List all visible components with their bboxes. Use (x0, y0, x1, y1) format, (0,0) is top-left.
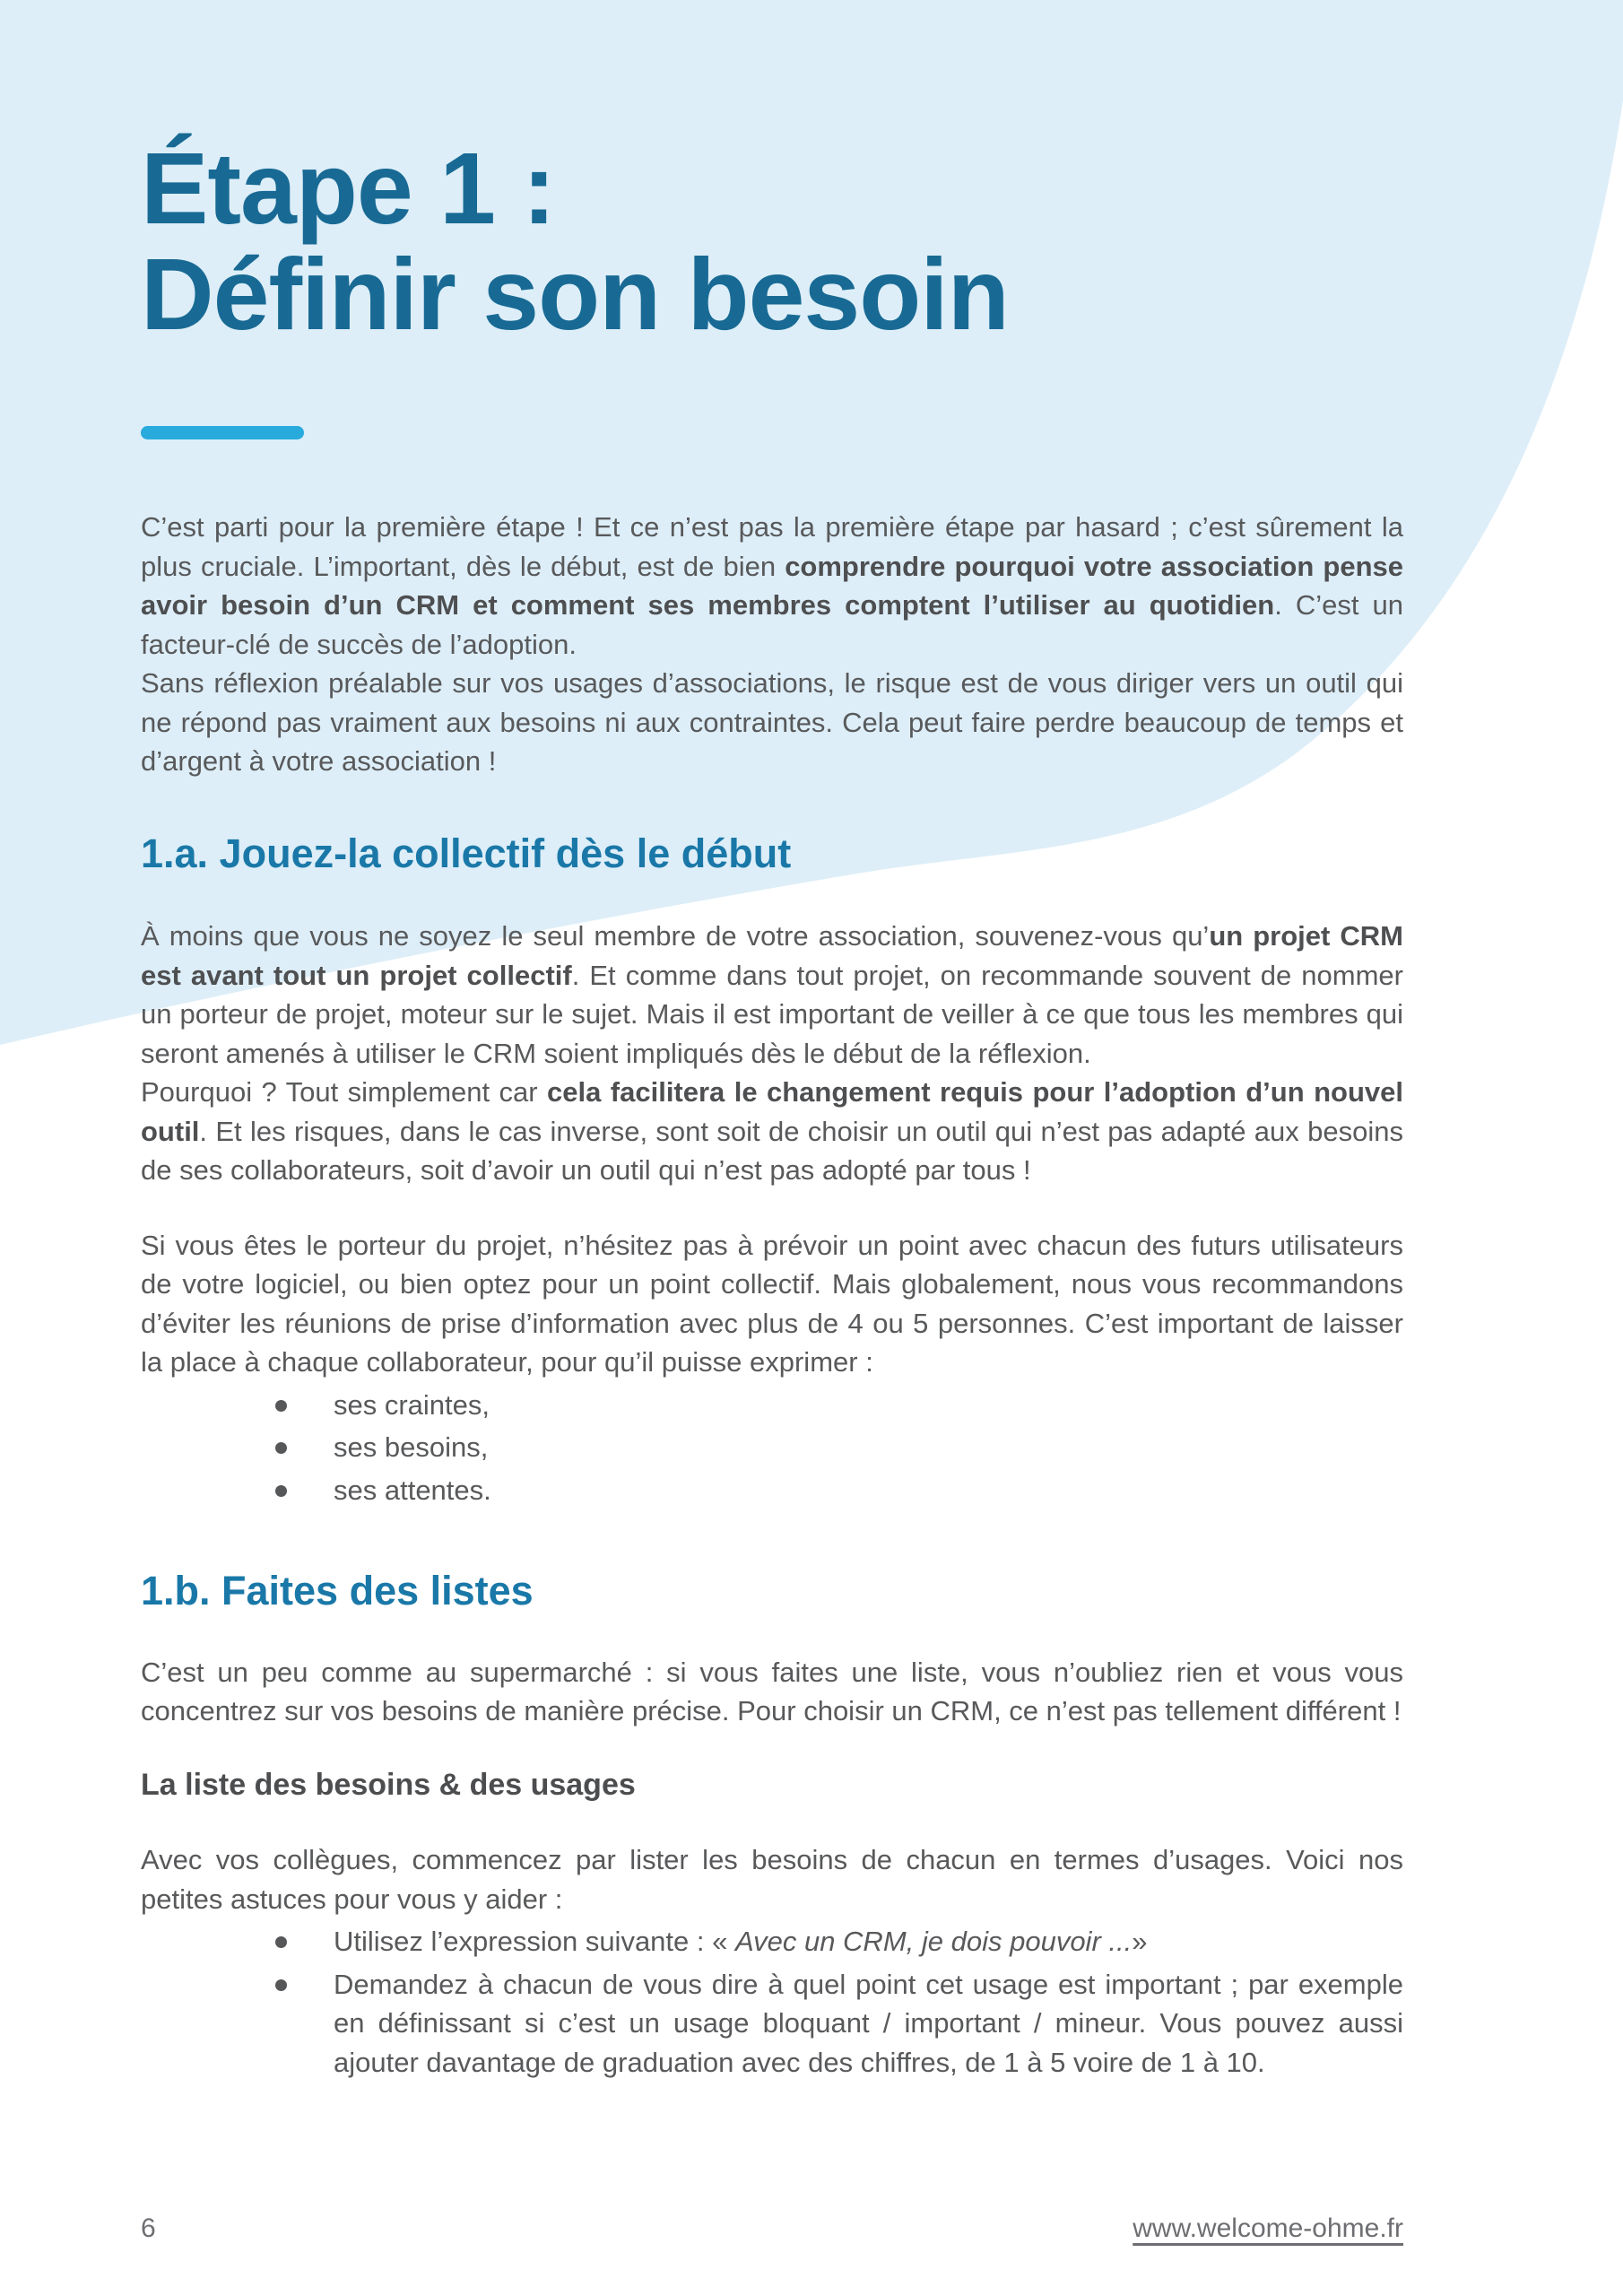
section-a-p2-bold: cela facilitera le changement requis pour l’adoption d’un nouvel outil (141, 1076, 1403, 1147)
intro-p1-text: C’est parti pour la première étape ! Et ce n’est pas la première étape par hasard ; c’est sûrement la plus cruciale. L’important, dès le début, est de bien (141, 511, 1403, 582)
page-title (141, 0, 1403, 351)
section-heading-1a: 1.a. Jouez-la collectif dès le début (141, 830, 792, 876)
bullet-dot-icon (275, 1442, 287, 1454)
section-b-paragraph-1: C’est un peu comme au supermarché : si vous faites une liste, vous n’oubliez rien et vous vous concentrez sur vos besoins de manière précise. Pour choisir un CRM, ce n’est pas tellement différent ! (141, 1656, 1403, 1727)
section-heading-1b: 1.b. Faites des listes (141, 1568, 534, 1614)
intro-p1-end: . C’est un facteur-clé de succès de l’adoption. (141, 589, 1404, 660)
section-b-paragraph-2: Avec vos collègues, commencez par lister les besoins de chacun en termes d’usages. Voici nos petites astuces pour vous y aider : (141, 1844, 1403, 1915)
section-a-paragraph-2 (141, 1073, 1403, 1190)
list-item-label: ses craintes, (334, 1388, 490, 1421)
list-item-label: Utilisez l’expression suivante : « (334, 1926, 735, 1958)
list-item (141, 1922, 1403, 1961)
list-item (141, 1471, 1403, 1510)
intro-p1-bold: comprendre pourquoi votre association pense avoir besoin d’un CRM et comment ses membres comptent l’utiliser au quotidien (141, 550, 1403, 622)
list-item (141, 1965, 1403, 2083)
section-a-p1-bold: un projet CRM est avant tout un projet collectif (141, 920, 1404, 991)
list-item (141, 1428, 1403, 1467)
section-a-p2-end: . Et les risques, dans le cas inverse, sont soit de choisir un outil qui n’est pas adapté aux besoins de ses collaborateurs, soit d’avoir un outil qui n’est pas adopté par tous ! (141, 1115, 1403, 1187)
bullet-dot-icon (275, 1400, 287, 1412)
intro-paragraph-2: Sans réflexion préalable sur vos usages d’associations, le risque est de vous diriger vers un outil qui ne répond pas vraiment aux besoins ni aux contraintes. Cela peut faire perdre beaucoup de temps et d’argent à votre association ! (141, 667, 1403, 778)
section-a-p2-text: Pourquoi ? Tout simplement car (141, 1076, 548, 1109)
footer-website-link[interactable]: www.welcome-ohme.fr (1133, 2213, 1403, 2243)
section-a-paragraph-3: Si vous êtes le porteur du projet, n’hésitez pas à prévoir un point avec chacun des futurs utilisateurs de votre logiciel, ou bien optez pour un point collectif. Mais globalement, nous vous recommandons d’éviter les réunions de prise d’information avec plus de 4 ou 5 personnes. C’est important de laisser la place à chaque collaborateur, pour qu’il puisse exprimer : (141, 1229, 1403, 1378)
bullet-dot-icon (275, 1979, 287, 1991)
bullet-dot-icon (275, 1485, 287, 1497)
list-item-label: Demandez à chacun de vous dire à quel point cet usage est important ; par exemple en définissant si c’est un usage bloquant / important / mineur. Vous pouvez aussi ajouter davantage de graduation avec des chiffres, de 1 à 5 voire de 1 à 10. (334, 1968, 1403, 2078)
bullet-dot-icon (275, 1936, 287, 1948)
list-item-label: ses attentes. (334, 1474, 491, 1506)
section-a-p1-text: À moins que vous ne soyez le seul membre de votre association, souvenez-vous qu’ (141, 920, 1210, 952)
list-item-italic: Avec un CRM, je dois pouvoir ... (734, 1926, 1133, 1958)
page-title-line1: Étape 1 : (141, 132, 555, 245)
page-footer (141, 2213, 1403, 2244)
list-item-label: ses besoins, (334, 1431, 489, 1464)
intro-paragraph-1 (141, 508, 1403, 664)
section-a-p1-end: . Et comme dans tout projet, on recommande souvent de nommer un porteur de projet, moteur sur le sujet. Mais il est important de veiller à ce que tous les membres qui seront amenés à utiliser le CRM soient impliqués dès le début de la réflexion. (141, 959, 1403, 1069)
page-title-line2: Définir son besoin (141, 237, 1009, 351)
accent-bar (141, 426, 304, 439)
list-item-end: » (1132, 1926, 1148, 1958)
section-a-bullet-list (141, 1386, 1403, 1510)
list-item (141, 1386, 1403, 1425)
section-b-subheading: La liste des besoins & des usages (141, 1767, 636, 1802)
section-a-paragraph-1 (141, 917, 1403, 1073)
footer-page-number: 6 (141, 2213, 156, 2243)
section-b-bullet-list (141, 1922, 1403, 2082)
